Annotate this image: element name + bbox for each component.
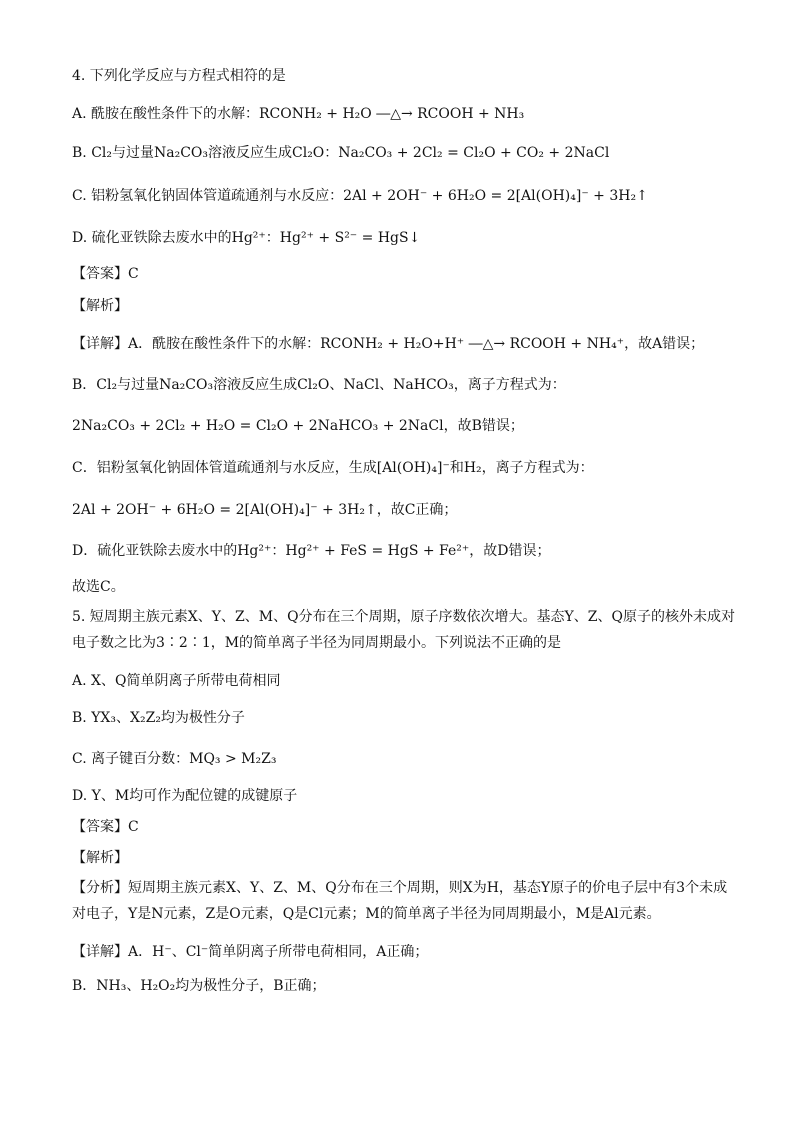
q4-option-a: A. 酰胺在酸性条件下的水解：RCONH₂ + H₂O ―△→ RCOOH + NH₃ xyxy=(72,106,525,122)
q5-detail-a: 【详解】A．H⁻、Cl⁻简单阴离子所带电荷相同，A正确； xyxy=(72,944,429,960)
q4-detail-d: D．硫化亚铁除去废水中的Hg²⁺：Hg²⁺ + FeS = HgS + Fe²⁺，故D错误； xyxy=(72,543,551,559)
q4-option-d: D. 硫化亚铁除去废水中的Hg²⁺：Hg²⁺ + S²⁻ = HgS↓ xyxy=(72,230,421,246)
q4-option-c: C. 铝粉氢氧化钠固体管道疏通剂与水反应：2Al + 2OH⁻ + 6H₂O = 2[Al(OH)₄]⁻ + 3H₂↑ xyxy=(72,188,648,204)
q4-detail-b-equation: 2Na₂CO₃ + 2Cl₂ + H₂O = Cl₂O + 2NaHCO₃ + 2NaCl，故B错误； xyxy=(72,418,524,434)
q5-option-b: B. YX₃、X₂Z₂均为极性分子 xyxy=(72,710,245,726)
q5-option-c: C. 离子键百分数：MQ₃ > M₂Z₃ xyxy=(72,751,277,767)
q4-detail-a: 【详解】A．酰胺在酸性条件下的水解：RCONH₂ + H₂O+H⁺ ―△→ RCOOH + NH₄⁺，故A错误； xyxy=(72,336,705,352)
q4-answer: 【答案】C xyxy=(72,266,139,282)
q5-analysis-body: 【分析】短周期主族元素X、Y、Z、M、Q分布在三个周期，则X为H，基态Y原子的价电子层中有3个未成对电子，Y是N元素，Z是O元素，Q是Cl元素；M的简单离子半径为同周期最小，M是Al元素。 xyxy=(72,880,728,922)
q5-option-a: A. X、Q简单阴离子所带电荷相同 xyxy=(72,673,281,689)
q5-detail-b: B．NH₃、H₂O₂均为极性分子，B正确； xyxy=(72,978,326,994)
q5-stem: 5. 短周期主族元素X、Y、Z、M、Q分布在三个周期，原子序数依次增大。基态Y、Z、Q原子的核外未成对电子数之比为3∶2∶1，M的简单离子半径为同周期最小。下列说法不正确的是 xyxy=(72,609,736,651)
q4-stem: 4. 下列化学反应与方程式相符的是 xyxy=(72,68,286,84)
q4-detail-c-intro: C．铝粉氢氧化钠固体管道疏通剂与水反应，生成[Al(OH)₄]⁻和H₂，离子方程式为： xyxy=(72,460,594,476)
q5-analysis-title: 【解析】 xyxy=(72,850,128,866)
q5-answer: 【答案】C xyxy=(72,819,139,835)
q4-detail-b-intro: B．Cl₂与过量Na₂CO₃溶液反应生成Cl₂O、NaCl、NaHCO₃，离子方程式为： xyxy=(72,377,566,393)
q4-analysis-title: 【解析】 xyxy=(72,298,128,314)
q4-option-b: B. Cl₂与过量Na₂CO₃溶液反应生成Cl₂O：Na₂CO₃ + 2Cl₂ = Cl₂O + CO₂ + 2NaCl xyxy=(72,145,610,161)
q5-option-d: D. Y、M均可作为配位键的成键原子 xyxy=(72,788,298,804)
q4-detail-c-equation: 2Al + 2OH⁻ + 6H₂O = 2[Al(OH)₄]⁻ + 3H₂↑，故C正确； xyxy=(72,502,458,518)
q4-conclusion: 故选C。 xyxy=(72,579,125,595)
